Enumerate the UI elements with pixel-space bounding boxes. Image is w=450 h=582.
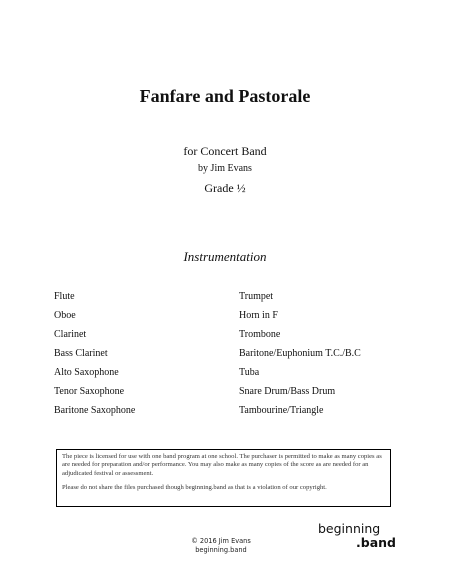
copyright-warning: Please do not share the files purchased though beginning.band as that is a violation of our copyright.	[62, 484, 327, 492]
instrument-item: Clarinet	[54, 329, 87, 340]
instrument-item: Tuba	[239, 367, 260, 378]
piece-subtitle: for Concert Band	[183, 144, 267, 158]
instrument-item: Flute	[54, 291, 75, 302]
instrument-list-left	[54, 287, 135, 420]
instrument-item: Horn in F	[239, 310, 278, 321]
instrument-item: Tambourine/Triangle	[239, 405, 324, 416]
logo-line-2: .band	[356, 535, 396, 550]
instrument-item: Tenor Saxophone	[54, 386, 125, 397]
footer-copyright	[176, 537, 266, 555]
instrument-item: Bass Clarinet	[54, 348, 108, 359]
copyright-line: © 2016 Jim Evans	[191, 537, 251, 545]
instrument-item: Trumpet	[239, 291, 274, 302]
instrument-list-right	[239, 287, 361, 420]
website-link[interactable]: beginning.band	[195, 546, 247, 554]
beginning-band-logo	[318, 522, 396, 550]
license-notice-box	[56, 449, 391, 507]
logo-line-1: beginning	[318, 521, 381, 536]
piece-title: Fanfare and Pastorale	[139, 86, 311, 106]
grade-level: Grade ½	[204, 181, 246, 195]
license-paragraph: The piece is licensed for use with one band program at one school. The purchaser is permitted to make as many copies as are needed for preparation and/or performance. You may also make as many copies of the score as are needed for an adjudicated festival or assessment.	[62, 453, 382, 477]
instrument-item: Baritone Saxophone	[54, 405, 136, 416]
composer-byline: by Jim Evans	[198, 163, 252, 174]
instrumentation-heading: Instrumentation	[183, 249, 267, 264]
instrument-item: Alto Saxophone	[54, 367, 119, 378]
instrument-item: Trombone	[239, 329, 281, 340]
instrument-item: Snare Drum/Bass Drum	[239, 386, 336, 397]
instrument-item: Oboe	[54, 310, 76, 321]
instrument-item: Baritone/Euphonium T.C./B.C	[239, 348, 361, 359]
